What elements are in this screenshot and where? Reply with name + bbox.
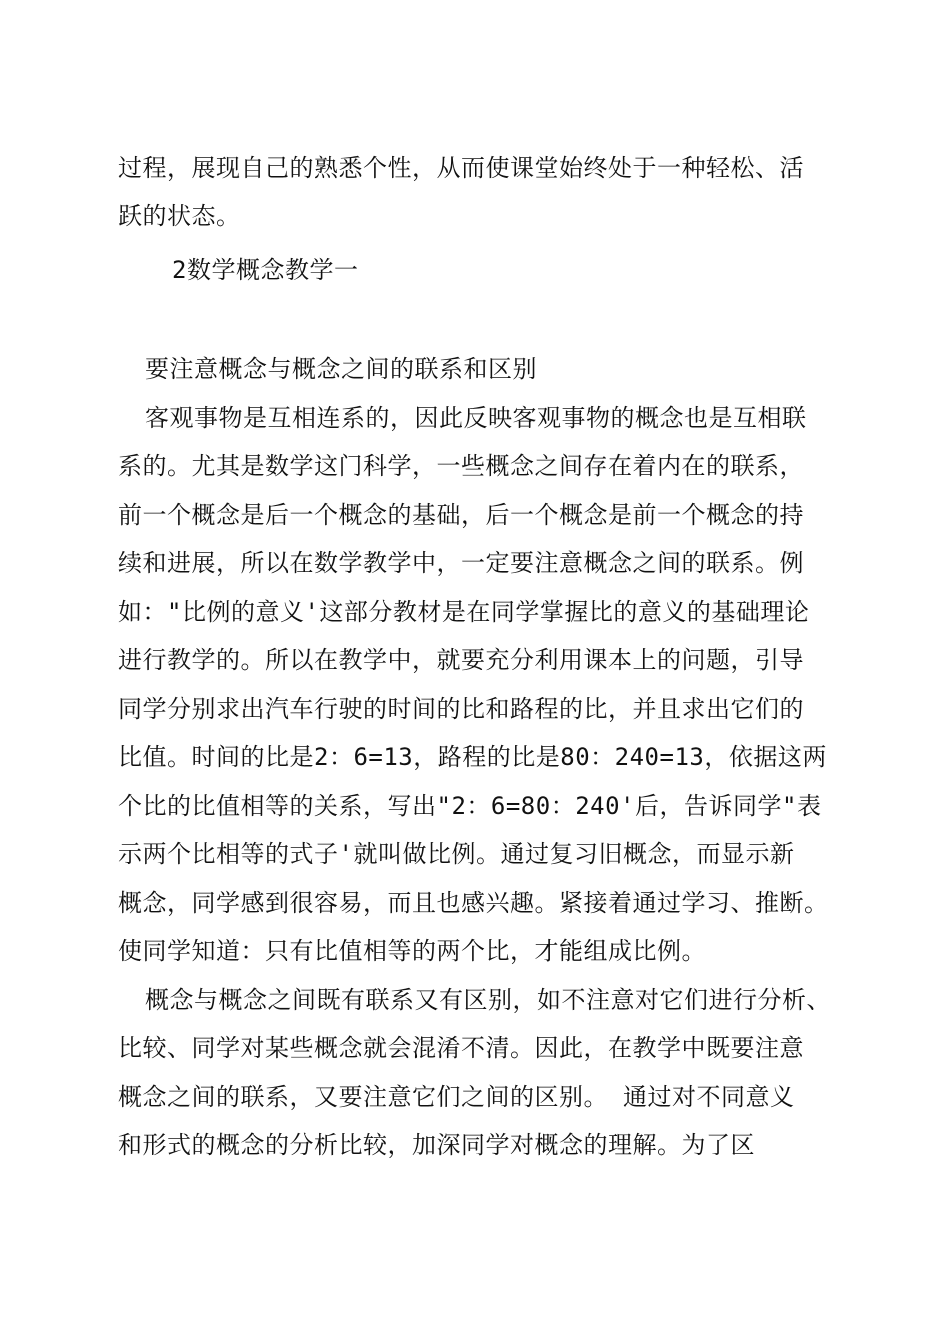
text-line: 客观事物是互相连系的，因此反映客观事物的概念也是互相联 xyxy=(145,404,807,432)
text-line: 示两个比相等的式子'就叫做比例。通过复习旧概念，而显示新 xyxy=(118,840,795,868)
text-line: 概念，同学感到很容易，而且也感兴趣。紧接着通过学习、推断。 xyxy=(118,889,829,917)
text-line: 个比的比值相等的关系，写出"2：6=80：240'后，告诉同学"表 xyxy=(118,792,822,820)
text-line: 前一个概念是后一个概念的基础，后一个概念是前一个概念的持 xyxy=(118,501,804,529)
text-line: 和形式的概念的分析比较，加深同学对概念的理解。为了区 xyxy=(118,1131,755,1159)
section-heading: 2数学概念教学一 xyxy=(172,256,359,284)
text-line: 比值。时间的比是2：6=13，路程的比是80：240=13，依据这两 xyxy=(118,743,827,771)
text-line: 概念之间的联系，又要注意它们之间的区别。 通过对不同意义 xyxy=(118,1083,795,1111)
text-line: 进行教学的。所以在教学中，就要充分利用课本上的问题，引导 xyxy=(118,646,804,674)
text-line: 过程，展现自己的熟悉个性，从而使课堂始终处于一种轻松、活 xyxy=(118,154,804,182)
text-line: 跃的状态。 xyxy=(118,202,241,230)
text-line: 概念与概念之间既有联系又有区别，如不注意对它们进行分析、 xyxy=(145,986,831,1014)
text-line: 使同学知道：只有比值相等的两个比，才能组成比例。 xyxy=(118,937,706,965)
text-line: 系的。尤其是数学这门科学，一些概念之间存在着内在的联系， xyxy=(118,452,804,480)
text-line: 如："比例的意义'这部分教材是在同学掌握比的意义的基础理论 xyxy=(118,598,810,626)
text-line: 续和进展，所以在数学教学中，一定要注意概念之间的联系。例 xyxy=(118,549,804,577)
text-line: 同学分别求出汽车行驶的时间的比和路程的比，并且求出它们的 xyxy=(118,695,804,723)
text-line: 比较、同学对某些概念就会混淆不清。因此，在教学中既要注意 xyxy=(118,1034,804,1062)
subsection-heading: 要注意概念与概念之间的联系和区别 xyxy=(145,355,537,383)
